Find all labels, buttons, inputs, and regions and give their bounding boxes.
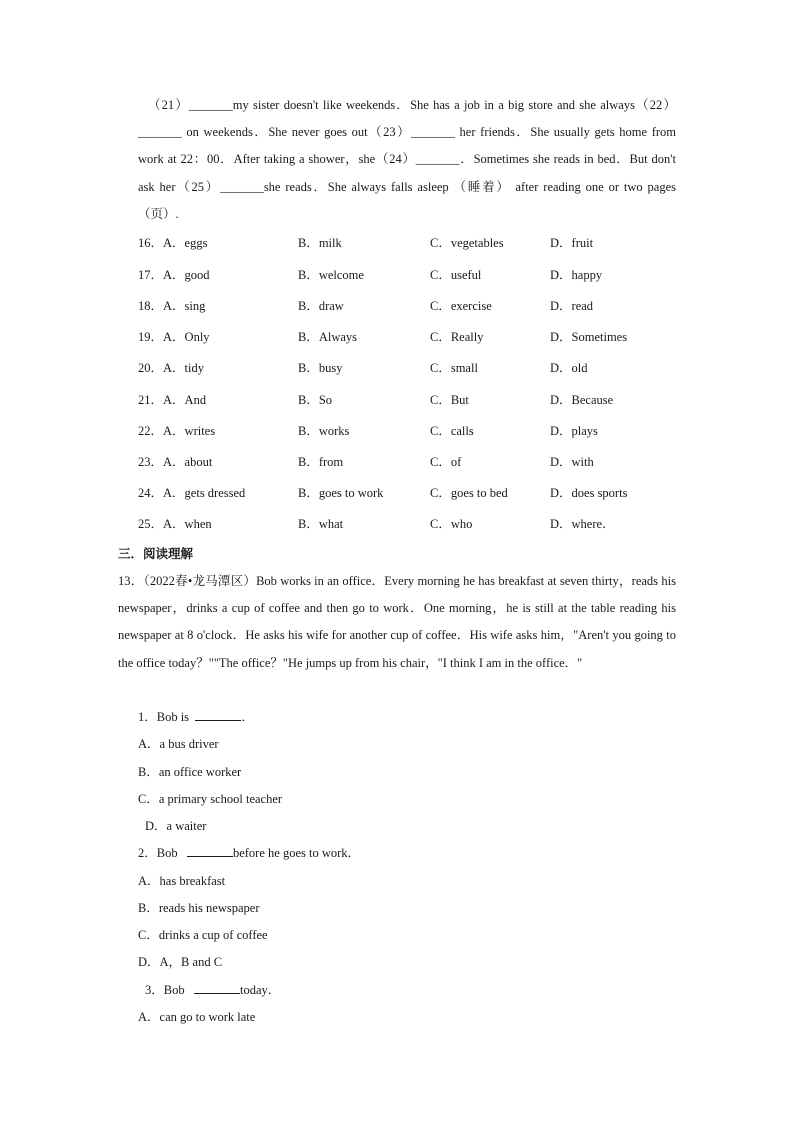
option-c: C．useful bbox=[430, 268, 482, 282]
answer-blank bbox=[195, 708, 241, 721]
option-d: D．read bbox=[550, 299, 594, 313]
option-row bbox=[138, 296, 678, 316]
option-c: C．But bbox=[430, 393, 469, 407]
option-a: A．when bbox=[163, 517, 212, 531]
option-row bbox=[138, 233, 678, 253]
option-d: D．Because bbox=[550, 393, 614, 407]
question-number: 20． bbox=[138, 361, 164, 375]
question-number: 17． bbox=[138, 268, 164, 282]
option-c: C．of bbox=[430, 455, 462, 469]
option-c: C．Really bbox=[430, 330, 484, 344]
question-number: 23． bbox=[138, 455, 164, 469]
answer-option: D．A，B and C bbox=[138, 955, 223, 969]
question-number: 18． bbox=[138, 299, 164, 313]
answer-option: A．has breakfast bbox=[138, 874, 226, 888]
option-a: A．writes bbox=[163, 424, 216, 438]
option-b: B．So bbox=[298, 393, 333, 407]
option-row bbox=[138, 358, 678, 378]
question-number: 21． bbox=[138, 393, 164, 407]
option-c: C．vegetables bbox=[430, 236, 504, 250]
option-d: D．old bbox=[550, 361, 588, 375]
option-row bbox=[138, 514, 678, 534]
option-a: A．good bbox=[163, 268, 210, 282]
question-stem: 3．Bob today． bbox=[145, 983, 281, 997]
option-d: D．plays bbox=[550, 424, 598, 438]
option-d: D．happy bbox=[550, 268, 603, 282]
option-b: B．goes to work bbox=[298, 486, 384, 500]
option-d: D．Sometimes bbox=[550, 330, 628, 344]
option-b: B．Always bbox=[298, 330, 358, 344]
answer-option: C．a primary school teacher bbox=[138, 792, 283, 806]
question-number: 25． bbox=[138, 517, 164, 531]
question-number: 22． bbox=[138, 424, 164, 438]
answer-blank bbox=[187, 844, 233, 857]
option-b: B．works bbox=[298, 424, 350, 438]
question-number: 19． bbox=[138, 330, 164, 344]
reading-passage: 13．（2022春•龙马潭区）Bob works in an office．Every morning he has breakfast at seven thirty，reads his newspaper，drinks a cup of coffee and then go to work．One morning，he is still at the table reading his newspaper at 8 o'clock．He asks his wife for another cup of coffee．His wife asks him，"Aren't you going to the office today？""The office？"He jumps up from his chair，"I think I am in the office．" bbox=[118, 574, 676, 670]
answer-option: A．can go to work late bbox=[138, 1010, 256, 1024]
question-stem: 2．Bob before he goes to work． bbox=[138, 846, 361, 860]
option-c: C．goes to bed bbox=[430, 486, 508, 500]
section-heading: 三．阅读理解 bbox=[118, 546, 194, 561]
option-b: B．what bbox=[298, 517, 344, 531]
option-row bbox=[138, 327, 678, 347]
question-number: 24． bbox=[138, 486, 164, 500]
option-row bbox=[138, 390, 678, 410]
answer-option: D．a waiter bbox=[145, 819, 207, 833]
option-a: A．tidy bbox=[163, 361, 204, 375]
option-a: A．eggs bbox=[163, 236, 208, 250]
option-a: A．about bbox=[163, 455, 213, 469]
option-row bbox=[138, 452, 678, 472]
option-a: A．sing bbox=[163, 299, 206, 313]
option-c: C．small bbox=[430, 361, 478, 375]
question-number: 16． bbox=[138, 236, 164, 250]
option-d: D．with bbox=[550, 455, 594, 469]
option-a: A．gets dressed bbox=[163, 486, 246, 500]
option-a: A．Only bbox=[163, 330, 210, 344]
option-c: C．calls bbox=[430, 424, 474, 438]
question-stem: 1．Bob is ． bbox=[138, 710, 254, 724]
option-b: B．from bbox=[298, 455, 344, 469]
option-c: C．exercise bbox=[430, 299, 492, 313]
option-b: B．welcome bbox=[298, 268, 364, 282]
option-d: D．where． bbox=[550, 517, 615, 531]
answer-option: B．an office worker bbox=[138, 765, 242, 779]
answer-option: A．a bus driver bbox=[138, 737, 219, 751]
answer-option: C．drinks a cup of coffee bbox=[138, 928, 268, 942]
option-c: C．who bbox=[430, 517, 473, 531]
option-row bbox=[138, 483, 678, 503]
option-b: B．busy bbox=[298, 361, 343, 375]
option-a: A．And bbox=[163, 393, 207, 407]
answer-option: B．reads his newspaper bbox=[138, 901, 260, 915]
option-d: D．does sports bbox=[550, 486, 628, 500]
option-b: B．milk bbox=[298, 236, 342, 250]
option-d: D．fruit bbox=[550, 236, 594, 250]
option-row bbox=[138, 421, 678, 441]
cloze-passage: （21）_______my sister doesn't like weekends．She has a job in a big store and she always（22）_______ on weekends．She never goes out（23）_______ her friends．She usually gets home from work at 22：00．After taking a shower，she（24）_______．Sometimes she reads in bed．But don't ask her（25）_______she reads．She always falls asleep （睡着） after reading one or two pages （页）. bbox=[138, 98, 676, 221]
option-row bbox=[138, 265, 678, 285]
option-b: B．draw bbox=[298, 299, 344, 313]
answer-blank bbox=[194, 981, 240, 994]
